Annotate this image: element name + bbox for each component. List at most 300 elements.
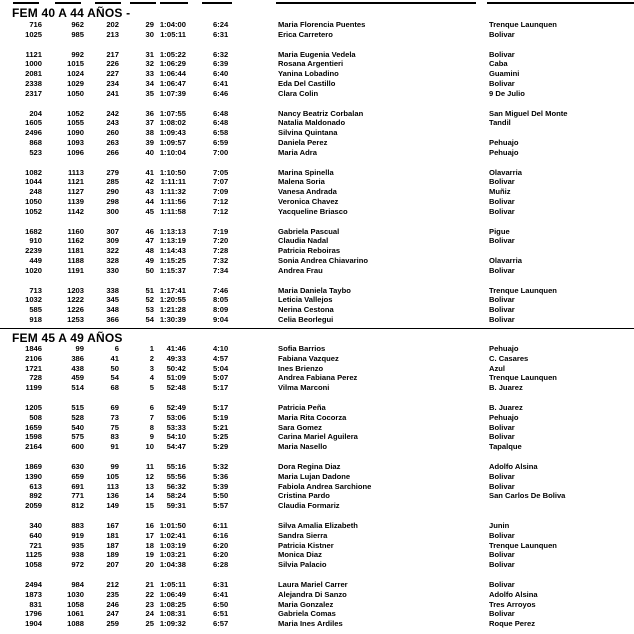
general-position: 1203 bbox=[67, 285, 84, 295]
finish-time: 1:10:04 bbox=[159, 147, 186, 157]
city: San Miguel Del Monte bbox=[489, 108, 568, 118]
finish-time: 1:05:11 bbox=[160, 29, 186, 39]
gender-position: 290 bbox=[106, 187, 119, 197]
general-position: 1121 bbox=[67, 177, 84, 187]
result-row bbox=[0, 491, 634, 501]
pace: 6:41 bbox=[213, 79, 229, 88]
finish-time: 51:09 bbox=[166, 373, 186, 383]
result-row bbox=[0, 482, 634, 492]
city: Bolivar bbox=[489, 305, 515, 315]
gender-position: 207 bbox=[106, 560, 119, 570]
category-position: 48 bbox=[145, 246, 154, 256]
category-position: 32 bbox=[145, 59, 154, 69]
pace: 7:46 bbox=[213, 285, 229, 295]
finish-time: 1:15:25 bbox=[159, 256, 186, 265]
runner-name: Laura Mariel Carrer bbox=[278, 580, 348, 589]
general-position: 771 bbox=[71, 491, 84, 501]
result-row bbox=[0, 177, 634, 187]
bib-number: 1873 bbox=[25, 589, 42, 599]
category-position: 46 bbox=[145, 226, 154, 236]
finish-time: 1:07:39 bbox=[159, 88, 186, 98]
city: Olavarria bbox=[489, 256, 522, 265]
runner-name: Monica Diaz bbox=[278, 550, 322, 560]
category-position: 16 bbox=[145, 521, 154, 530]
gender-position: 345 bbox=[106, 295, 119, 305]
gender-position: 309 bbox=[106, 236, 119, 246]
runner-name: Veronica Chavez bbox=[278, 197, 339, 206]
general-position: 972 bbox=[71, 560, 84, 570]
result-row bbox=[0, 580, 634, 590]
runner-name: Silvia Palacio bbox=[278, 560, 327, 570]
finish-time: 1:04:00 bbox=[159, 20, 186, 29]
result-row bbox=[0, 109, 634, 119]
gender-position: 189 bbox=[106, 550, 119, 560]
finish-time: 55:16 bbox=[166, 462, 186, 471]
finish-time: 49:33 bbox=[166, 353, 186, 363]
pace: 5:17 bbox=[213, 403, 229, 412]
general-position: 659 bbox=[71, 471, 84, 481]
bib-number: 1058 bbox=[25, 560, 42, 570]
result-row bbox=[0, 344, 634, 354]
bib-number: 2081 bbox=[25, 69, 42, 79]
finish-time: 1:08:02 bbox=[159, 118, 186, 128]
bib-number: 585 bbox=[29, 305, 42, 315]
city: Trenque Launquen bbox=[489, 20, 557, 29]
result-row bbox=[0, 383, 634, 393]
result-row bbox=[0, 600, 634, 610]
general-position: 1055 bbox=[67, 118, 84, 128]
city: Bolivar bbox=[489, 315, 515, 324]
result-row bbox=[0, 246, 634, 256]
bib-number: 2338 bbox=[25, 79, 42, 88]
category-position: 53 bbox=[145, 305, 154, 315]
gender-position: 105 bbox=[106, 471, 119, 481]
runner-name: Cristina Pardo bbox=[278, 491, 330, 501]
pace: 5:25 bbox=[213, 432, 229, 442]
bib-number: 728 bbox=[29, 373, 42, 383]
category-position: 34 bbox=[145, 79, 154, 88]
general-position: 1162 bbox=[67, 236, 84, 246]
section-title: FEM 40 A 44 AÑOS - bbox=[12, 6, 131, 20]
result-row bbox=[0, 560, 634, 570]
finish-time: 1:11:11 bbox=[160, 177, 186, 187]
general-position: 1188 bbox=[67, 256, 84, 265]
gender-position: 242 bbox=[106, 108, 119, 118]
pace: 5:29 bbox=[213, 442, 229, 452]
city: Pigue bbox=[489, 226, 510, 236]
general-position: 1030 bbox=[67, 589, 84, 599]
category-position: 44 bbox=[145, 197, 154, 206]
finish-time: 56:32 bbox=[166, 481, 186, 491]
finish-time: 1:08:31 bbox=[159, 609, 186, 619]
bib-number: 716 bbox=[29, 20, 42, 29]
category-position: 20 bbox=[145, 560, 154, 570]
city: Bolivar bbox=[489, 530, 515, 540]
result-row bbox=[0, 413, 634, 423]
result-row bbox=[0, 207, 634, 217]
pace: 7:19 bbox=[213, 226, 229, 236]
gender-position: 181 bbox=[106, 530, 119, 540]
gender-position: 285 bbox=[106, 177, 119, 187]
general-position: 514 bbox=[71, 383, 84, 393]
header-rule bbox=[160, 2, 188, 4]
finish-time: 1:10:50 bbox=[159, 167, 186, 177]
gender-position: 41 bbox=[110, 353, 119, 363]
result-row bbox=[0, 295, 634, 305]
runner-name: Erica Carretero bbox=[278, 29, 333, 39]
bib-number: 892 bbox=[29, 491, 42, 501]
header-rule bbox=[202, 2, 232, 4]
runner-name: Natalia Maldonado bbox=[278, 118, 346, 128]
city: Adolfo Alsina bbox=[489, 589, 538, 599]
pace: 6:40 bbox=[213, 69, 229, 79]
category-position: 54 bbox=[145, 315, 154, 324]
gender-position: 298 bbox=[106, 197, 119, 206]
finish-time: 54:10 bbox=[166, 432, 186, 442]
header-rule bbox=[130, 2, 156, 4]
runner-name: Andrea Frau bbox=[278, 265, 323, 275]
pace: 5:17 bbox=[213, 383, 229, 393]
gender-position: 99 bbox=[110, 462, 119, 471]
runner-name: Vanesa Andrada bbox=[278, 187, 337, 197]
general-position: 1160 bbox=[67, 226, 84, 236]
bib-number: 918 bbox=[29, 315, 42, 324]
category-position: 21 bbox=[145, 580, 154, 589]
pace: 5:39 bbox=[213, 481, 229, 491]
finish-time: 1:05:22 bbox=[159, 49, 186, 59]
general-position: 1181 bbox=[67, 246, 84, 256]
finish-time: 1:09:32 bbox=[159, 619, 186, 629]
city: Trenque Launquen bbox=[489, 540, 557, 550]
pace: 6:41 bbox=[213, 589, 229, 599]
general-position: 1222 bbox=[67, 295, 84, 305]
city: Bolivar bbox=[489, 560, 515, 570]
city: Pehuajo bbox=[489, 147, 519, 157]
gender-position: 167 bbox=[106, 521, 119, 530]
bib-number: 2059 bbox=[25, 501, 42, 511]
runner-name: Yanina Lobadino bbox=[278, 69, 339, 79]
pace: 6:11 bbox=[213, 521, 228, 530]
section-divider bbox=[0, 328, 634, 329]
city: Tandil bbox=[489, 118, 511, 128]
general-position: 630 bbox=[71, 462, 84, 471]
result-row bbox=[0, 423, 634, 433]
runner-name: Silvina Quintana bbox=[278, 128, 338, 138]
bib-number: 523 bbox=[29, 147, 42, 157]
bib-number: 508 bbox=[29, 412, 42, 422]
city: San Carlos De Boliva bbox=[489, 491, 566, 501]
runner-name: Sofia Barrios bbox=[278, 344, 326, 353]
result-row bbox=[0, 59, 634, 69]
city: Pehuajo bbox=[489, 412, 519, 422]
category-position: 36 bbox=[145, 108, 154, 118]
gender-position: 113 bbox=[106, 481, 119, 491]
runner-name: Claudia Formariz bbox=[278, 501, 340, 511]
city: Bolivar bbox=[489, 49, 515, 59]
finish-time: 1:01:50 bbox=[159, 521, 186, 530]
bib-number: 1082 bbox=[25, 167, 42, 177]
pace: 5:57 bbox=[213, 501, 229, 511]
finish-time: 1:15:37 bbox=[159, 265, 186, 275]
finish-time: 54:47 bbox=[166, 442, 186, 452]
runner-name: Clara Colin bbox=[278, 88, 319, 98]
city: Trenque Launquen bbox=[489, 373, 557, 383]
general-position: 1191 bbox=[67, 265, 84, 275]
finish-time: 1:08:25 bbox=[159, 599, 186, 609]
category-position: 10 bbox=[145, 442, 154, 452]
general-position: 1253 bbox=[67, 315, 84, 324]
general-position: 1088 bbox=[67, 619, 84, 629]
city: 9 De Julio bbox=[489, 88, 525, 98]
runner-name: Patricia Kistner bbox=[278, 540, 334, 550]
general-position: 438 bbox=[71, 363, 84, 373]
pace: 8:05 bbox=[213, 295, 229, 305]
runner-name: Gabriela Pascual bbox=[278, 226, 340, 236]
gender-position: 247 bbox=[106, 609, 119, 619]
city: Roque Perez bbox=[489, 619, 535, 629]
runner-name: Daniela Perez bbox=[278, 138, 328, 147]
category-position: 5 bbox=[149, 383, 154, 393]
category-position: 6 bbox=[149, 403, 154, 412]
pace: 7:12 bbox=[213, 206, 229, 216]
finish-time: 53:06 bbox=[166, 412, 186, 422]
runner-name: Silva Amalia Elizabeth bbox=[278, 521, 358, 530]
gender-position: 330 bbox=[106, 265, 119, 275]
result-row bbox=[0, 30, 634, 40]
pace: 5:32 bbox=[213, 462, 229, 471]
city: Bolivar bbox=[489, 609, 515, 619]
header-rule bbox=[95, 2, 121, 4]
gender-position: 217 bbox=[106, 49, 119, 59]
runner-name: Malena Soria bbox=[278, 177, 325, 187]
runner-name: Maria Ines Ardiles bbox=[278, 619, 343, 629]
bib-number: 1598 bbox=[25, 432, 42, 442]
general-position: 1024 bbox=[67, 69, 84, 79]
pace: 5:19 bbox=[213, 412, 229, 422]
runner-name: Sandra Sierra bbox=[278, 530, 328, 540]
finish-time: 58:24 bbox=[166, 491, 186, 501]
result-row bbox=[0, 354, 634, 364]
result-row bbox=[0, 286, 634, 296]
result-row bbox=[0, 442, 634, 452]
city: B. Juarez bbox=[489, 383, 523, 393]
finish-time: 52:48 bbox=[166, 383, 186, 393]
category-position: 17 bbox=[145, 530, 154, 540]
pace: 6:50 bbox=[213, 599, 229, 609]
general-position: 1226 bbox=[67, 305, 84, 315]
result-row bbox=[0, 501, 634, 511]
gender-position: 328 bbox=[106, 256, 119, 265]
general-position: 812 bbox=[71, 501, 84, 511]
pace: 6:48 bbox=[213, 118, 229, 128]
pace: 6:28 bbox=[213, 560, 229, 570]
general-position: 99 bbox=[75, 344, 84, 353]
category-position: 4 bbox=[149, 373, 154, 383]
gender-position: 241 bbox=[106, 88, 119, 98]
runner-name: Maria Eugenia Vedela bbox=[278, 49, 356, 59]
finish-time: 1:09:43 bbox=[159, 128, 186, 138]
gender-position: 322 bbox=[106, 246, 119, 256]
bib-number: 1659 bbox=[25, 422, 42, 432]
gender-position: 259 bbox=[106, 619, 119, 629]
bib-number: 449 bbox=[29, 256, 42, 265]
runner-name: Carina Mariel Aguilera bbox=[278, 432, 358, 442]
finish-time: 53:33 bbox=[166, 422, 186, 432]
finish-time: 52:49 bbox=[166, 403, 186, 412]
bib-number: 1032 bbox=[25, 295, 42, 305]
pace: 7:32 bbox=[213, 256, 229, 265]
finish-time: 1:05:11 bbox=[160, 580, 186, 589]
gender-position: 136 bbox=[106, 491, 119, 501]
pace: 7:07 bbox=[213, 177, 229, 187]
bib-number: 713 bbox=[29, 285, 42, 295]
general-position: 992 bbox=[71, 49, 84, 59]
finish-time: 1:04:38 bbox=[159, 560, 186, 570]
runner-name: Maria Rita Cocorza bbox=[278, 412, 347, 422]
general-position: 575 bbox=[71, 432, 84, 442]
runner-name: Maria Lujan Dadone bbox=[278, 471, 351, 481]
category-position: 19 bbox=[145, 550, 154, 560]
general-position: 1093 bbox=[67, 138, 84, 147]
city: Bolivar bbox=[489, 236, 515, 246]
pace: 7:28 bbox=[213, 246, 229, 256]
finish-time: 1:21:28 bbox=[159, 305, 186, 315]
result-row bbox=[0, 521, 634, 531]
pace: 7:00 bbox=[213, 147, 229, 157]
category-position: 8 bbox=[149, 422, 154, 432]
city: Pehuajo bbox=[489, 344, 519, 353]
bib-number: 1025 bbox=[25, 29, 42, 39]
general-position: 938 bbox=[71, 550, 84, 560]
category-position: 9 bbox=[149, 432, 154, 442]
pace: 4:57 bbox=[213, 353, 229, 363]
general-position: 600 bbox=[71, 442, 84, 452]
pace: 5:50 bbox=[213, 491, 229, 501]
pace: 6:48 bbox=[213, 108, 229, 118]
category-position: 42 bbox=[145, 177, 154, 187]
pace: 6:24 bbox=[213, 20, 229, 29]
runner-name: Fabiola Andrea Sarchione bbox=[278, 481, 372, 491]
finish-time: 1:06:49 bbox=[159, 589, 186, 599]
bib-number: 2494 bbox=[25, 580, 42, 589]
result-row bbox=[0, 79, 634, 89]
city: B. Juarez bbox=[489, 403, 523, 412]
result-row bbox=[0, 619, 634, 629]
bib-number: 1125 bbox=[25, 550, 42, 560]
city: Olavarria bbox=[489, 167, 522, 177]
bib-number: 1205 bbox=[25, 403, 42, 412]
runner-name: Rosana Argentieri bbox=[278, 59, 344, 69]
bib-number: 1846 bbox=[25, 344, 42, 353]
city: Bolivar bbox=[489, 197, 515, 206]
finish-time: 1:06:47 bbox=[159, 79, 186, 88]
city: Bolivar bbox=[489, 177, 515, 187]
city: Bolivar bbox=[489, 265, 515, 275]
category-position: 18 bbox=[145, 540, 154, 550]
result-row bbox=[0, 364, 634, 374]
gender-position: 263 bbox=[106, 138, 119, 147]
pace: 7:05 bbox=[213, 167, 229, 177]
result-row bbox=[0, 550, 634, 560]
header-rule bbox=[276, 2, 476, 4]
result-row bbox=[0, 373, 634, 383]
finish-time: 1:11:58 bbox=[160, 206, 186, 216]
category-position: 29 bbox=[145, 20, 154, 29]
pace: 6:39 bbox=[213, 59, 229, 69]
result-row bbox=[0, 432, 634, 442]
city: Pehuajo bbox=[489, 138, 519, 147]
gender-position: 212 bbox=[106, 580, 119, 589]
bib-number: 2164 bbox=[25, 442, 42, 452]
city: Bolivar bbox=[489, 432, 515, 442]
city: Tres Arroyos bbox=[489, 599, 536, 609]
pace: 9:04 bbox=[213, 315, 229, 324]
runner-name: Leticia Vallejos bbox=[278, 295, 333, 305]
city: Bolivar bbox=[489, 206, 515, 216]
category-position: 35 bbox=[145, 88, 154, 98]
pace: 4:10 bbox=[213, 344, 229, 353]
bib-number: 1796 bbox=[25, 609, 42, 619]
pace: 6:20 bbox=[213, 550, 229, 560]
category-position: 43 bbox=[145, 187, 154, 197]
gender-position: 213 bbox=[106, 29, 119, 39]
runner-name: Claudia Nadal bbox=[278, 236, 329, 246]
result-row bbox=[0, 609, 634, 619]
category-position: 2 bbox=[149, 353, 154, 363]
gender-position: 6 bbox=[114, 344, 119, 353]
runner-name: Celia Beorlegui bbox=[278, 315, 334, 324]
pace: 6:46 bbox=[213, 88, 229, 98]
city: Trenque Launquen bbox=[489, 285, 557, 295]
general-position: 1029 bbox=[67, 79, 84, 88]
bib-number: 2239 bbox=[25, 246, 42, 256]
bib-number: 721 bbox=[29, 540, 42, 550]
bib-number: 1000 bbox=[25, 59, 42, 69]
category-position: 51 bbox=[145, 285, 154, 295]
category-position: 47 bbox=[145, 236, 154, 246]
result-row bbox=[0, 266, 634, 276]
pace: 6:20 bbox=[213, 540, 229, 550]
bib-number: 248 bbox=[29, 187, 42, 197]
result-row bbox=[0, 531, 634, 541]
city: C. Casares bbox=[489, 353, 529, 363]
category-position: 22 bbox=[145, 589, 154, 599]
gender-position: 73 bbox=[110, 412, 119, 422]
runner-name: Maria Adra bbox=[278, 147, 317, 157]
gender-position: 91 bbox=[110, 442, 119, 452]
finish-time: 1:07:55 bbox=[159, 108, 186, 118]
gender-position: 54 bbox=[110, 373, 119, 383]
result-row bbox=[0, 138, 634, 148]
finish-time: 1:11:56 bbox=[160, 197, 186, 206]
finish-time: 1:17:41 bbox=[159, 285, 186, 295]
general-position: 1127 bbox=[67, 187, 84, 197]
pace: 6:31 bbox=[213, 580, 229, 589]
result-row bbox=[0, 403, 634, 413]
gender-position: 235 bbox=[106, 589, 119, 599]
category-position: 25 bbox=[145, 619, 154, 629]
category-position: 52 bbox=[145, 295, 154, 305]
bib-number: 868 bbox=[29, 138, 42, 147]
runner-name: Maria Gonzalez bbox=[278, 599, 334, 609]
bib-number: 1044 bbox=[25, 177, 42, 187]
runner-name: Vilma Marconi bbox=[278, 383, 330, 393]
general-position: 1096 bbox=[67, 147, 84, 157]
pace: 6:51 bbox=[213, 609, 229, 619]
pace: 6:32 bbox=[213, 49, 229, 59]
pace: 7:20 bbox=[213, 236, 229, 246]
gender-position: 50 bbox=[110, 363, 119, 373]
